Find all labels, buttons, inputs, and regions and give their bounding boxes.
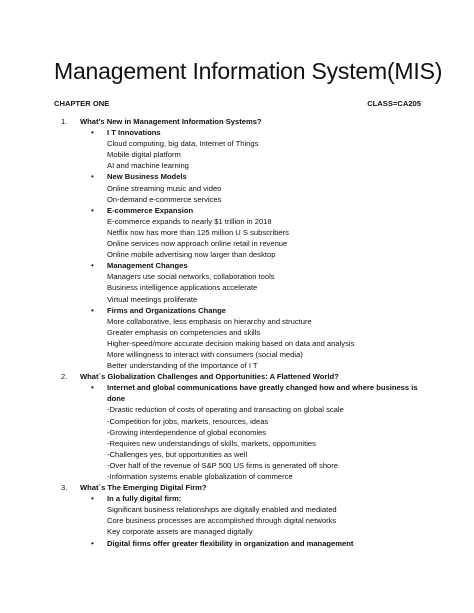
bullet-line: AI and machine learning xyxy=(107,161,189,171)
bullet-line: Managers use social networks, collaboration tools xyxy=(107,272,275,282)
bullet-title: Internet and global communications have greatly changed how and where business is done xyxy=(107,383,418,404)
bullet-item xyxy=(80,127,426,171)
bullet-title: New Business Models xyxy=(107,172,187,182)
bullet-line: -Drastic reduction of costs of operating and transacting on global scale xyxy=(107,405,344,415)
header-row xyxy=(54,99,421,108)
section-1 xyxy=(54,116,426,371)
bullet-line: -Over half of the revenue of S&P 500 US firms is generated off shore xyxy=(107,460,339,470)
bullet-icon: • xyxy=(91,172,94,182)
bullet-line: -Information systems enable globalization of commerce xyxy=(107,472,293,481)
bullet-item xyxy=(80,305,426,372)
bullet-title: E-commerce Expansion xyxy=(107,205,194,215)
bullet-title: Firms and Organizations Change xyxy=(107,305,226,315)
bullet-line: Significant business relationships are digitally enabled and mediated xyxy=(107,505,337,515)
section-2 xyxy=(54,371,426,482)
bullet-icon: • xyxy=(91,205,94,215)
bullet-line: On-demand e-commerce services xyxy=(107,194,222,204)
bullet-title: In a fully digital firm: xyxy=(107,494,182,504)
bullet-line: Mobile digital platform xyxy=(107,150,181,160)
bullet-line: Better understanding of the importance of I T xyxy=(107,361,258,371)
chapter-label: CHAPTER ONE xyxy=(54,99,110,108)
section-3 xyxy=(54,482,426,549)
bullet-line: Cloud computing, big data, Internet of Things xyxy=(107,139,259,149)
bullet-item xyxy=(80,205,426,260)
bullet-item xyxy=(80,538,426,549)
bullet-title: Digital firms offer greater flexibility in organization and management xyxy=(107,538,354,548)
bullet-line: Netflix now has more than 125 million U S subscribers xyxy=(107,227,289,237)
section-number: 3. xyxy=(61,483,68,493)
bullet-line: More willingness to interact with consumers (social media) xyxy=(107,349,303,359)
bullet-line: E-commerce expands to nearly $1 trillion in 2018 xyxy=(107,216,272,226)
bullet-line: More collaborative, less emphasis on hierarchy and structure xyxy=(107,316,312,326)
class-label: CLASS=CA205 xyxy=(367,99,421,108)
bullet-icon: • xyxy=(91,538,94,548)
section-number: 2. xyxy=(61,372,68,382)
bullet-title: Management Changes xyxy=(107,261,188,271)
document-title: Management Information System(MIS) xyxy=(54,58,443,84)
bullet-icon: • xyxy=(91,128,94,138)
bullet-line: Online mobile advertising now larger than desktop xyxy=(107,250,276,260)
bullet-line: Core business processes are accomplished through digital networks xyxy=(107,516,337,526)
bullet-title: I T Innovations xyxy=(107,128,161,138)
bullet-item xyxy=(80,382,426,482)
section-title: What`s The Emerging Digital Firm? xyxy=(80,483,207,493)
bullet-item xyxy=(80,260,426,304)
bullet-item xyxy=(80,493,426,537)
section-title: What`s Globalization Challenges and Opportunities: A Flattened World? xyxy=(80,372,339,382)
section-title: What’s New in Management Information Systems? xyxy=(80,117,262,126)
bullet-line: -Requires new understandings of skills, markets, opportunities xyxy=(107,438,316,448)
bullet-icon: • xyxy=(91,261,94,271)
bullet-item xyxy=(80,171,426,204)
bullet-icon: • xyxy=(91,494,94,504)
bullet-line: -Competition for jobs, markets, resources, ideas xyxy=(107,416,269,426)
bullet-line: Key corporate assets are managed digitally xyxy=(107,527,253,537)
section-number: 1. xyxy=(61,117,68,126)
bullet-line: Business intelligence applications accelerate xyxy=(107,283,258,293)
bullet-line: Greater emphasis on competencies and skills xyxy=(107,327,261,337)
bullet-line: -Growing interdependence of global economies xyxy=(107,427,267,437)
bullet-line: -Challenges yes, but opportunities as well xyxy=(107,449,248,459)
bullet-line: Online services now approach online retail in revenue xyxy=(107,239,288,249)
bullet-line: Online streaming music and video xyxy=(107,183,222,193)
bullet-icon: • xyxy=(91,305,94,315)
bullet-line: Higher-speed/more accurate decision making based on data and analysis xyxy=(107,338,355,348)
document-body xyxy=(54,116,426,549)
bullet-line: Virtual meetings proliferate xyxy=(107,294,198,304)
bullet-icon: • xyxy=(91,383,94,393)
